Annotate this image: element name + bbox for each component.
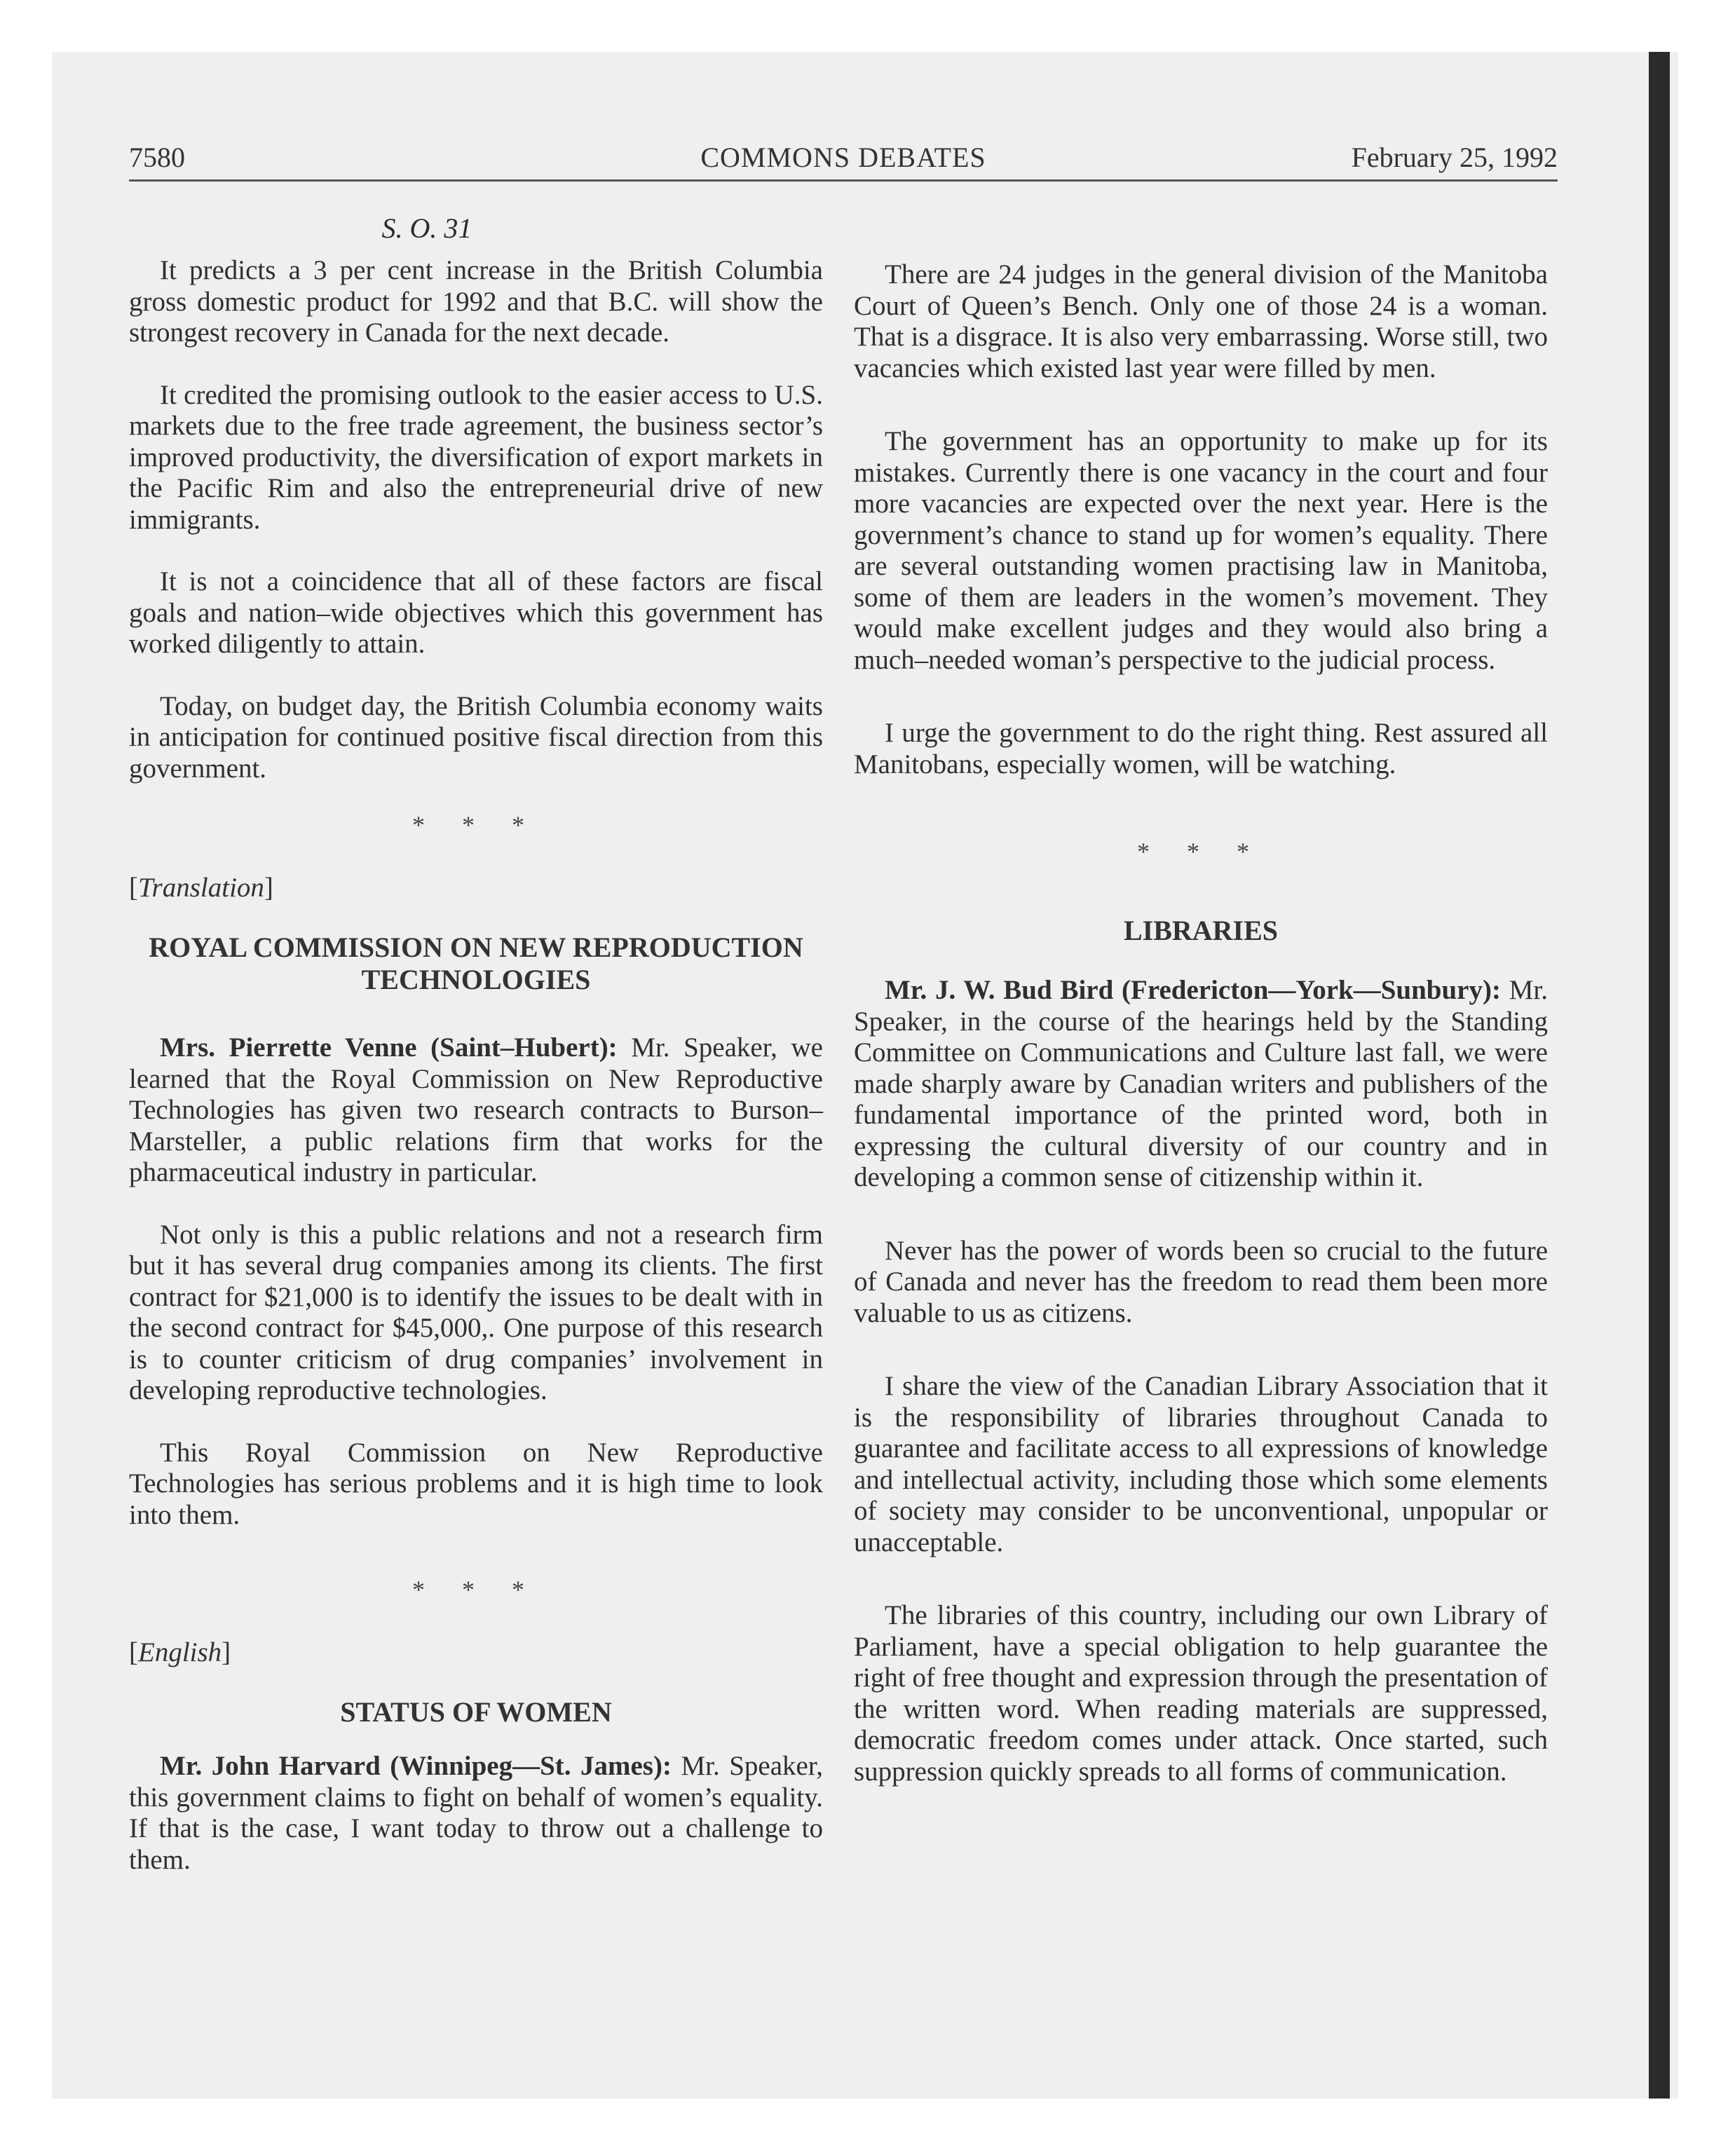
paragraph: Today, on budget day, the British Columbia economy waits in anticipation for continued positive fiscal direction from this government. xyxy=(129,690,823,784)
paragraph: There are 24 judges in the general division of the Manitoba Court of Queen’s Bench. Only one of those 24 is a woman. That is a disgrace. It is also very embarrassing. Worse still, two vacancies which existed last year were filled by men. xyxy=(854,259,1548,383)
speaker-name: Mrs. Pierrette Venne (Saint–Hubert): xyxy=(160,1032,618,1063)
speech-text: Mr. Speaker, we learned that the Royal Commission on New Reproductive Technologies has given two research contracts to Burson–Marsteller, a public relations firm that works for the pharmaceutical industry in particular. xyxy=(129,1032,823,1187)
speech-paragraph xyxy=(854,975,1548,1194)
section-separator: * * * xyxy=(412,1576,540,1604)
paragraph: Not only is this a public relations and not a research firm but it has several drug companies among its clients. The first contract for $21,000 is to identify the issues to be dealt with in the second contract for $45,000,. One purpose of this research is to counter criticism of drug companies’ involvement in developing reproductive technologies. xyxy=(129,1219,823,1405)
right-column xyxy=(854,259,1548,2082)
section-separator: * * * xyxy=(412,811,540,839)
paragraph: It predicts a 3 per cent increase in the British Columbia gross domestic product for 1992 and that B.C. will show the strongest recovery in Canada for the next decade. xyxy=(129,255,823,348)
header-rule xyxy=(129,179,1558,182)
language-note: [Translation] xyxy=(129,873,273,903)
section-heading: ROYAL COMMISSION ON NEW REPRODUCTION TECHNOLOGIES xyxy=(149,932,803,995)
paragraph: Never has the power of words been so crucial to the future of Canada and never has the freedom to read them been more valuable to us as citizens. xyxy=(854,1235,1548,1328)
section-heading: LIBRARIES xyxy=(1123,915,1279,946)
page-header xyxy=(129,137,1558,178)
paragraph: The libraries of this country, including our own Library of Parliament, have a special obligation to help guarantee the right of free thought and expression through the presentation of the written word. When reading materials are suppressed, democratic freedom comes under attack. Once started, such suppression quickly spreads to all forms of communication. xyxy=(854,1600,1548,1787)
paragraph: I urge the government to do the right thing. Rest assured all Manitobans, especially women, will be watching. xyxy=(854,718,1548,779)
speech-paragraph xyxy=(129,1032,823,1189)
paragraph: It credited the promising outlook to the easier access to U.S. markets due to the free trade agreement, the business sector’s improved productivity, the diversification of export markets in the Pacific Rim and also the entrepreneurial drive of new immigrants. xyxy=(129,379,823,535)
speech-text: Mr. Speaker, this government claims to fight on behalf of women’s equality. If that is the case, I want today to throw out a challenge to them. xyxy=(129,1751,823,1875)
language-label: Translation xyxy=(138,873,264,903)
journal-title: COMMONS DEBATES xyxy=(700,142,986,173)
speaker-name: Mr. John Harvard (Winnipeg—St. James): xyxy=(160,1751,672,1781)
speech-text: Mr. Speaker, in the course of the hearings held by the Standing Committee on Communications and Culture last fall, we were made sharply aware by Canadian writers and publishers of the fundamental importance of the printed word, both in expressing the cultural diversity of our country and in developing a common sense of citizenship within it. xyxy=(854,975,1549,1192)
speaker-name: Mr. J. W. Bud Bird (Fredericton—York—Sunbury): xyxy=(885,975,1501,1005)
page-number: 7580 xyxy=(129,142,185,173)
left-column xyxy=(129,210,823,2033)
paragraph: The government has an opportunity to make up for its mistakes. Currently there is one vacancy in the court and four more vacancies are expected over the next year. Here is the government’s chance to stand up for women’s equality. There are several outstanding women practising law in Manitoba, some of them are leaders in the women’s movement. They would make excellent judges and they would also bring a much–needed woman’s perspective to the judicial process. xyxy=(854,426,1548,675)
paragraph: It is not a coincidence that all of these factors are fiscal goals and nation–wide objectives which this government has worked diligently to attain. xyxy=(129,566,823,659)
paragraph: This Royal Commission on New Reproductive Technologies has serious problems and it is high time to look into them. xyxy=(129,1437,823,1530)
section-separator: * * * xyxy=(1137,838,1265,866)
scan-edge-bar xyxy=(1649,52,1670,2099)
language-label: English xyxy=(138,1637,222,1667)
paragraph: I share the view of the Canadian Library Association that it is the responsibility of libraries throughout Canada to guarantee and facilitate access to all expressions of knowledge and intellectual activity, including those which some elements of society may consider to be unconventional, unpopular or unacceptable. xyxy=(854,1371,1548,1557)
standing-order-label: S. O. 31 xyxy=(381,212,472,244)
speech-paragraph xyxy=(129,1751,823,1876)
page-date: February 25, 1992 xyxy=(1351,142,1558,173)
language-note: [English] xyxy=(129,1637,231,1667)
section-heading: STATUS OF WOMEN xyxy=(340,1696,612,1728)
